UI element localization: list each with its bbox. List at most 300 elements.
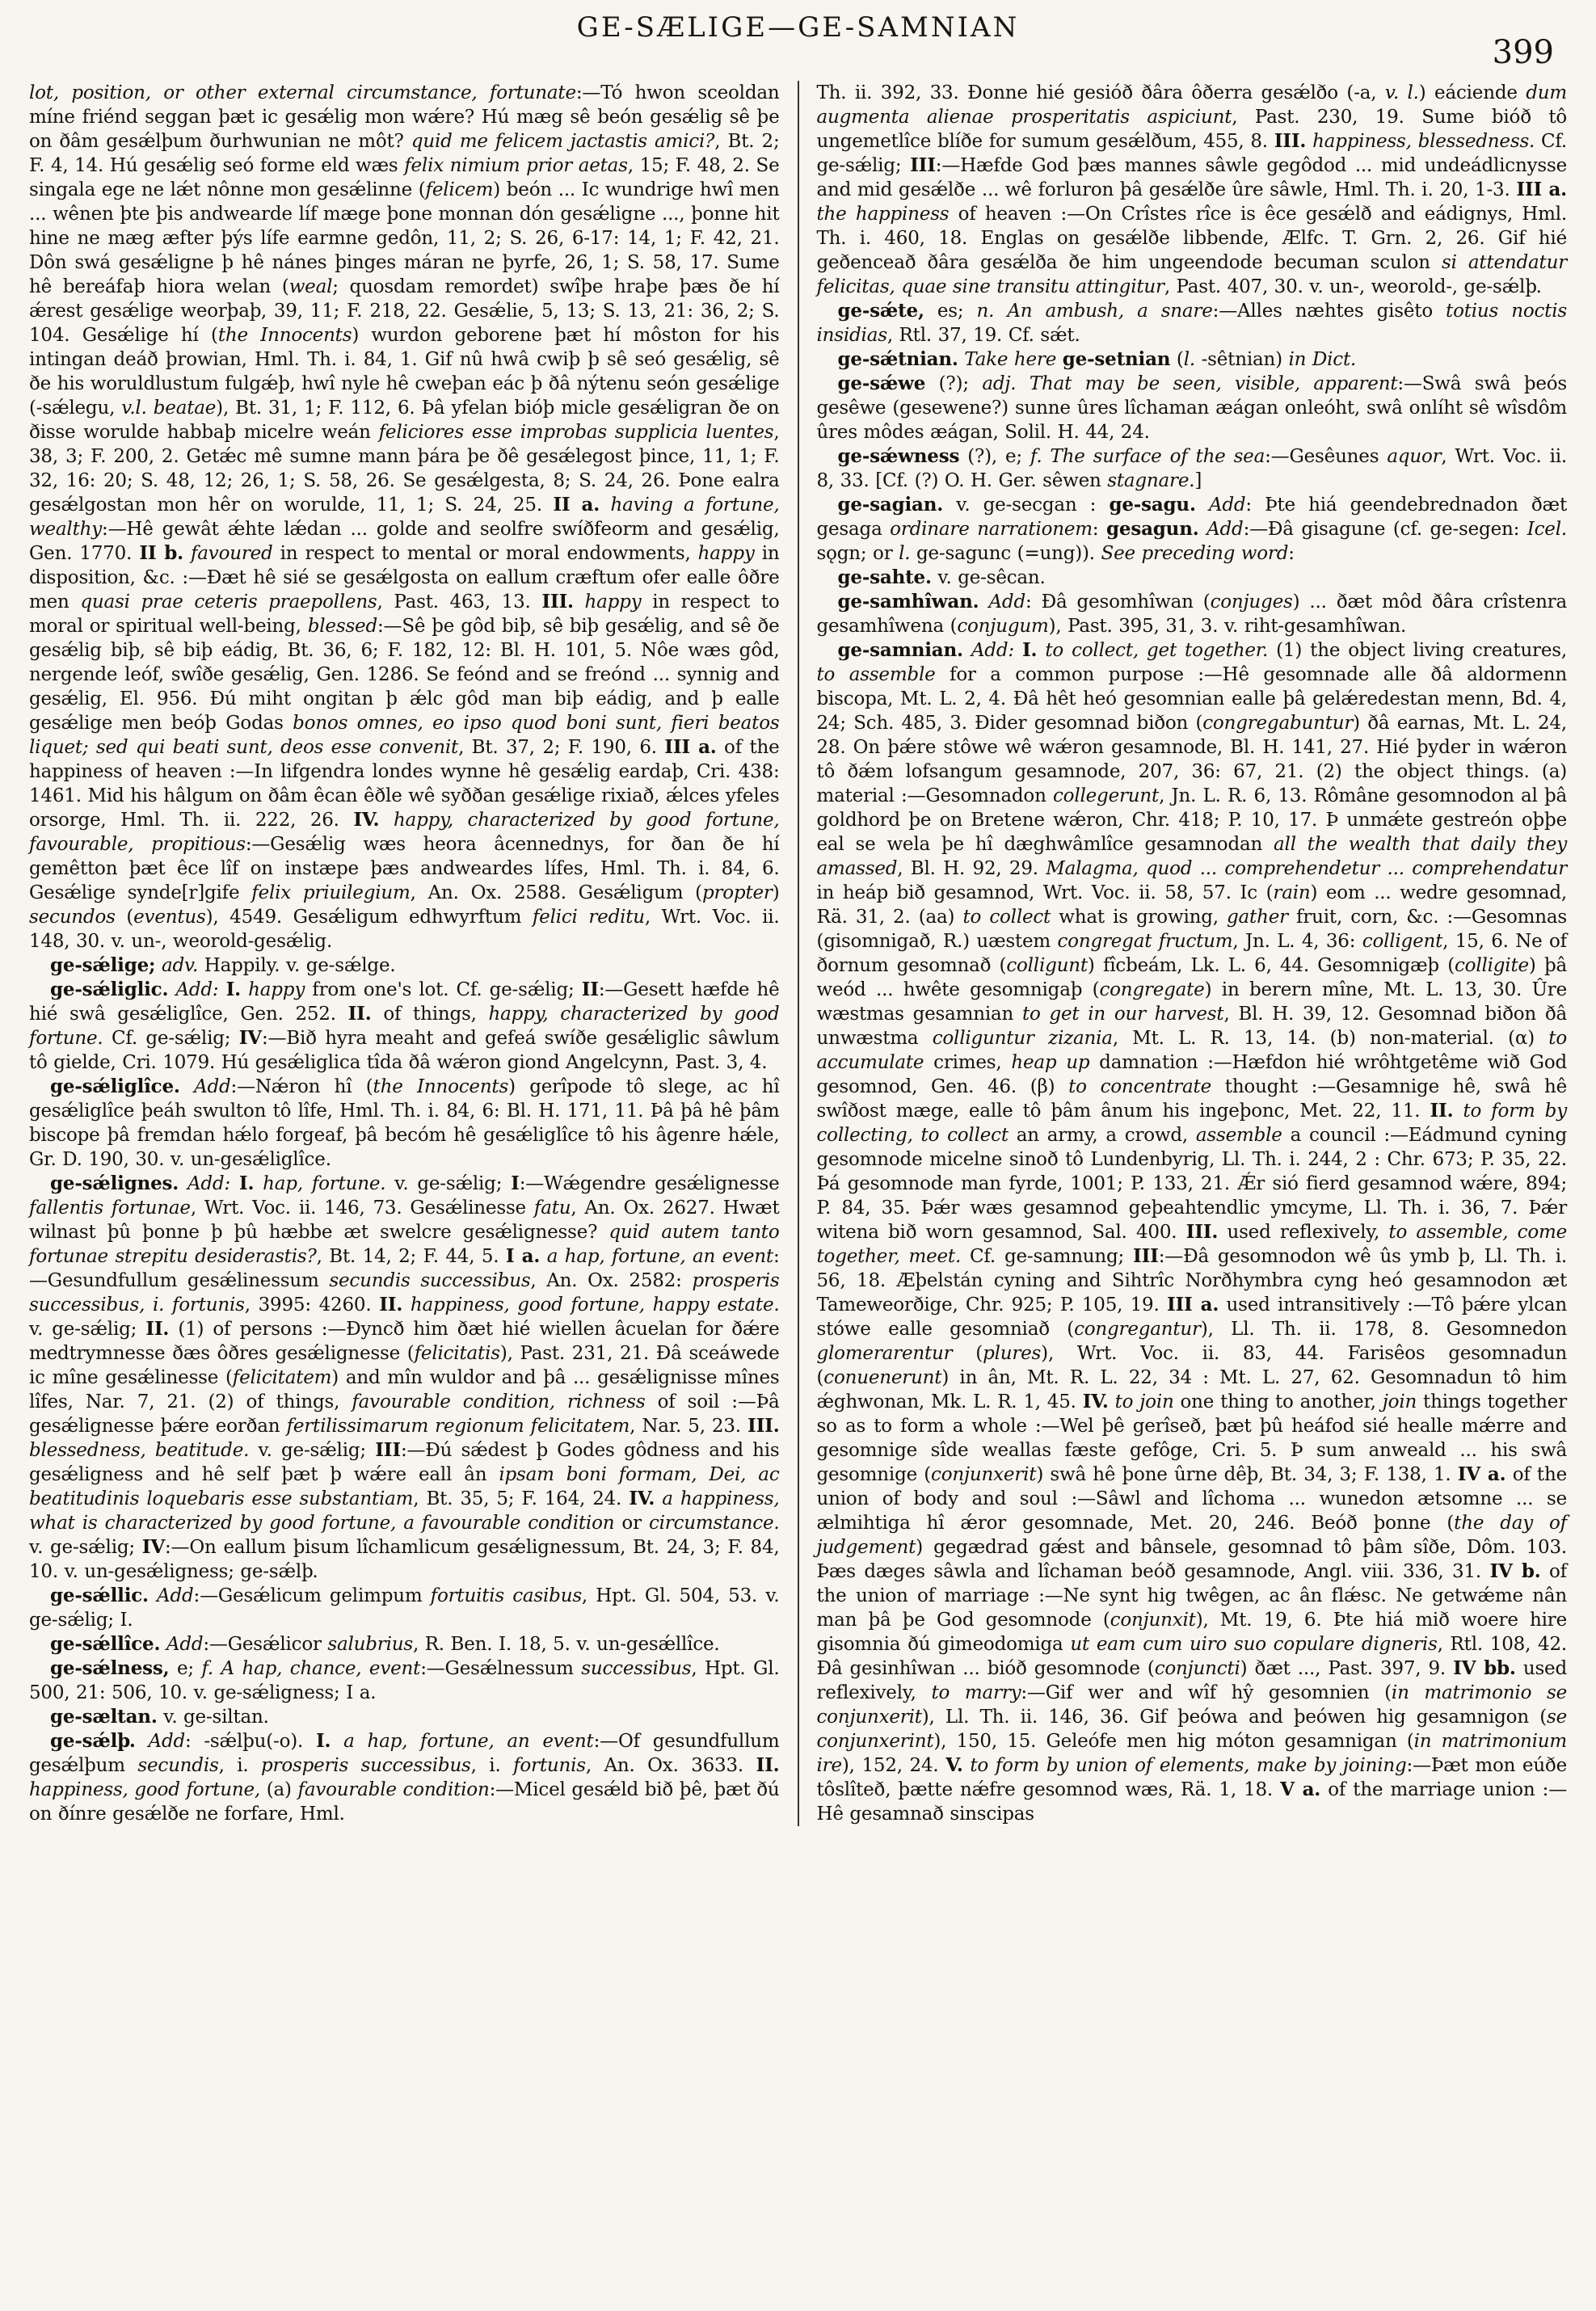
entry-text: fruit, corn, &c. :—Gesomnas (gisomnigað, R.) uæstem — [816, 907, 1567, 952]
sense-label: IV a. — [1457, 1463, 1506, 1485]
italic-text: a hap, fortune, an event — [331, 1731, 594, 1752]
entry-text: , An. Ox. 2588. Gesǽligum ( — [410, 882, 702, 903]
dictionary-entry — [817, 444, 1568, 493]
entry-text: used reflexively, — [816, 1658, 1567, 1703]
entry-text: Happily. v. ge-sǽlge. — [198, 955, 396, 976]
sense-label: III — [1133, 1245, 1159, 1267]
entry-text: :—Ðâ gesomnodon wê ûs ymb þ, Ll. Th. i. 56, 18. Æþelstán cyning and Sihtrîc Norðhymbra cyng heó gesamnodon æt Tameweorðige, Chr. 925; P. 105, 19. — [816, 1246, 1567, 1315]
entry-text: in heáp bið gesamnod, Wrt. Voc. ii. 58, 57. Ic ( — [816, 882, 1274, 903]
italic-text: feliciores esse improbas supplicia luentes — [378, 422, 774, 443]
entry-text: ) and mîn wuldor and þâ ... gesǽlignisse mînes lîfes, Nar. 7, 21. (2) of things, — [29, 1367, 780, 1412]
entry-text: es; — [924, 301, 977, 322]
entry-text: damnation :—Hæfdon hié wrôhtgetême wið God gesomnod, Gen. 46. (β) — [816, 1052, 1567, 1097]
entry-text: , i. — [470, 1755, 514, 1776]
entry-text: :—Þæt mon eúðe tôslîteð, þætte nǽfre gesomnod wæs, Rä. 1, 18. — [816, 1755, 1567, 1800]
italic-text: to collect — [962, 907, 1051, 928]
entry-headword: ge-sǽlige; — [50, 954, 156, 976]
italic-text: si attendatur felicitas, quae sine transitu attingitur — [816, 252, 1567, 297]
entry-text: :—Ðú sǽdest þ Godes gôdness and his gesǽligness and hê self þæt þ wǽre eall ân — [29, 1440, 780, 1485]
entry-text: , Wrt. Voc. ii. 148, 30. v. un-, weorold-gesǽlig. — [29, 907, 780, 952]
italic-text: Take here — [958, 349, 1063, 370]
italic-text: congregate — [1099, 979, 1205, 1000]
page-header — [0, 0, 1596, 78]
dictionary-entry — [817, 566, 1568, 590]
entry-text: of the happiness of heaven :—In lifgendra londes wynne hê gesǽlig eardaþ, Cri. 438: 1461. Mid his hâlgum on ðâm êcan êðle wê syððan gesǽlige rixiað, ǽlces yfeles orsorge, Hml. Th. ii. 222, 26. — [29, 737, 780, 831]
italic-text: felicitatis — [414, 1343, 500, 1364]
entry-text: from one's lot. Cf. ge-sǽlig; — [305, 979, 582, 1000]
entry-text: ), Wrt. Voc. ii. 83, 44. Farisêos gesomnadun ( — [816, 1343, 1567, 1388]
italic-text: heap up — [1011, 1052, 1090, 1073]
italic-text: conjunxit — [1110, 1610, 1196, 1631]
entry-text: ) ðæt ..., Past. 397, 9. — [1240, 1658, 1454, 1679]
entry-text: ) wurdon geborene þæt hí môston for his intingan deáð þrowian, Hml. Th. i. 84, 1. Gif nû hwâ cwiþ þ sê seó gesǽlig, sê ðe his woruldlustum fulgǽþ, hwî nyle hê cweþan eác þ ðâ nýtenu seón gesǽlige (-sǽlegu, — [29, 325, 780, 419]
dictionary-entry — [29, 1075, 780, 1172]
italic-text: felicitatem — [232, 1367, 332, 1388]
sense-label: III. — [541, 591, 574, 612]
entry-text: Cf. ge-sǽlig; — [103, 1028, 239, 1049]
sense-label: III a. — [1516, 179, 1567, 200]
entry-text: in disposition, &c. :—Ðæt hê sié se gesǽlgosta on eallum cræftum ofer ealle ôðre men — [29, 543, 780, 612]
entry-text: , Hpt. Gl. 504, 53. v. ge-sǽlig; I. — [29, 1585, 780, 1631]
entry-text: :—Gesǽlicum gelimpum — [193, 1585, 431, 1606]
italic-text: to form by collecting, to collect — [816, 1101, 1567, 1146]
italic-text: totius noctis insidias — [816, 301, 1567, 346]
entry-text: :—Nǽron hî ( — [230, 1076, 373, 1097]
entry-text: one thing to another, — [1173, 1391, 1383, 1412]
entry-text: Cf. ge-samnung; — [961, 1246, 1134, 1267]
italic-text: to form by union of elements, make by joining — [962, 1755, 1407, 1776]
entry-headword: ge-sǽwness — [837, 445, 960, 467]
entry-text: ( — [952, 1343, 983, 1364]
italic-text: conjugum — [957, 616, 1049, 637]
sense-label: II. — [756, 1754, 780, 1776]
entry-text: , An. Ox. 2627. Hwæt wilnast þû þonne þ þû hæbbe æt swelcre gesǽlignesse? — [29, 1198, 780, 1243]
entry-headword: ge-sæltan. — [50, 1706, 158, 1728]
entry-text: ), 150, 15. Geleófe men hig móton gesamnigan ( — [933, 1731, 1414, 1752]
entry-text: (a) — [260, 1779, 298, 1800]
dictionary-entry — [29, 1705, 780, 1729]
entry-text: ( — [115, 907, 134, 928]
entry-text: of the marriage union :—Hê gesamnað sinscipas — [816, 1779, 1567, 1825]
italic-text: felix priuilegium — [251, 882, 411, 903]
italic-text: ut eam cum uiro suo copulare digneris — [1070, 1634, 1438, 1655]
entry-text: :—Sê þe gôd biþ, sê biþ gesǽlig, and sê ðe gesǽlig biþ, sê biþ eádig, Bt. 36, 6; F. 182, 12: Bl. H. 101, 5. Nôe wæs gôd, nergende leóf, swîðe gesǽlig, Gen. 1286. Se feónd and se freónd ... synnig and gesǽlig, El. 956. Ðú miht ongitan þ ǽlc gôd man biþ eádig, and þ ealle gesǽlige men beóþ Godas — [29, 616, 780, 734]
italic-text: Add — [160, 1634, 204, 1655]
entry-text: :—Alles næhtes gisêto — [1212, 301, 1447, 322]
entry-text: (?); — [925, 373, 983, 394]
italic-text: secundos — [29, 907, 116, 928]
italic-text: a hap, fortune, an event — [540, 1246, 773, 1267]
entry-text: ) fîcbeám, Lk. L. 6, 44. Gesomnigæþ ( — [1087, 955, 1455, 976]
italic-text: in Dict. — [1288, 349, 1357, 370]
entry-text: , An. Ox. 3633. — [585, 1755, 756, 1776]
entry-text: , Rtl. 108, 42. Ðâ gesinhîwan ... bióð gesomnode ( — [816, 1634, 1568, 1679]
italic-text: favoured — [183, 543, 273, 564]
italic-text: conjunxerit — [931, 1464, 1037, 1485]
italic-text: conuenerunt — [823, 1367, 942, 1388]
italic-text: propter — [701, 882, 773, 903]
entry-text: things together so as to form a whole :—Wel þê gerîseð, þæt þû heáfod sié healle mǽrre and gesomnige sîde weallas fæste gefôge, Cri. 5. Þ sum anweald ... his swâ gesomnige ( — [816, 1391, 1567, 1485]
entry-text: ), Past. 395, 31, 3. v. riht-gesamhîwan. — [1048, 616, 1407, 637]
italic-text: a happiness, what is characterized by good fortune, a favourable condition — [29, 1488, 780, 1534]
left-column — [29, 81, 780, 1826]
entry-text: , 38, 3; F. 200, 2. Getǽc mê sumne mann þára þe ðê gesǽlegost þince, 11, 1; F. 32, 16: 20; S. 48, 12; 26, 1; S. 58, 26. Se gesǽlgesta, 8; S. 24, 26. Þone ealra gesǽlgostan mon hêr on worulde, 11, 1; S. 24, 25. — [29, 422, 780, 516]
entry-text: (?), e; — [959, 446, 1030, 467]
italic-text: fortunis — [513, 1755, 586, 1776]
italic-text: fertilissimarum regionum felicitatem — [286, 1416, 630, 1437]
italic-text: the Innocents — [373, 1076, 509, 1097]
italic-text: favourable condition — [297, 1779, 490, 1800]
entry-text: ge-sagunc (=ung)). — [910, 543, 1101, 564]
entry-text: used reflexively, — [1218, 1222, 1389, 1243]
entry-headword: ge-sǽtnian. — [837, 348, 958, 370]
entry-text: (1) of persons :—Ðyncð him ðæt hié wiellen âcuelan for ðǽre medtrymnesse ðæs ôðres gesǽlignesse ( — [29, 1319, 780, 1364]
italic-text: the day of judgement — [816, 1513, 1567, 1558]
entry-text: of things, — [371, 1004, 489, 1025]
entry-text: :—Bið hyra meaht and gefeá swíðe gesǽliglic sâwlum tô gielde, Cri. 1079. Hú gesǽliglica tîda ðâ wǽron giond Angelcynn, Past. 3, 4. — [29, 1028, 780, 1073]
entry-text: :—Tó hwon sceoldan míne friénd seggan þæt ic gesǽlig mon wǽre? Hú mæg sê beón gesǽlig sê þe on ðâm gesǽlþum ðurhwunian ne môt? — [29, 82, 780, 152]
sense-label: IV b. — [1489, 1560, 1541, 1582]
italic-text: having a fortune, wealthy — [29, 495, 780, 540]
entry-text: ; quosdam remordet) swîþe hraþe þæs ðe hí ǽrest gesǽlige weorþaþ, 39, 11; F. 218, 22. Gesǽlie, 5, 13; S. 13, 21: 36, 2; S. 104. Gesǽlige hí ( — [29, 276, 780, 346]
sense-label: II a. — [553, 494, 600, 516]
entry-text: an army, a crowd, — [1008, 1125, 1196, 1146]
italic-text: felicem — [425, 179, 494, 200]
italic-text: colliguntur zizania — [932, 1028, 1113, 1049]
entry-text: crimes, — [924, 1052, 1012, 1073]
italic-text: to marry — [931, 1682, 1021, 1703]
entry-text: v. ge-siltan. — [157, 1707, 269, 1728]
italic-text: aquor — [1387, 446, 1442, 467]
entry-text: : Ðâ gesomhîwan ( — [1025, 591, 1211, 612]
entry-text: , R. Ben. I. 18, 5. v. un-gesǽllîce. — [412, 1634, 720, 1655]
italic-text: happy — [573, 591, 642, 612]
entry-text: , 15; F. 48, 2. Se singala ege ne lǽt nônne mon gesǽlinne ( — [29, 155, 780, 200]
sense-label: I — [511, 1172, 520, 1194]
entry-text: of soil :—Þâ gesǽlignesse þǽre eorðan — [29, 1391, 780, 1437]
italic-text: the happiness — [816, 204, 950, 225]
italic-text: happy, characterized by good fortune, favourable, propitious — [29, 810, 780, 855]
sense-label: III. — [1274, 130, 1307, 152]
page-number: 399 — [1492, 34, 1554, 71]
entry-text: v. ge-sǽlig; — [249, 1440, 376, 1461]
sense-label: III — [910, 154, 936, 176]
italic-text: happiness, blessedness. — [1306, 131, 1535, 152]
italic-text: glomerarentur — [816, 1343, 953, 1364]
entry-text: , Wrt. Voc. ii. 146, 73. Gesǽlinesse — [190, 1198, 534, 1219]
entry-text: :—Gesǽlig wæs heora âcennednys, for ðan ðe hí gemêtton þæt êce lîf on instæpe þæs andweardes lífes, Hml. Th. i. 84, 6. Gesǽlige synde[r]gife — [29, 834, 780, 903]
right-column — [817, 81, 1568, 1826]
entry-text: ) swâ hê þone ûrne dêþ, Bt. 34, 3; F. 138, 1. — [1036, 1464, 1458, 1485]
entry-text: ) ... ðæt môd ðâra crîstenra gesamhîwena ( — [816, 591, 1567, 637]
sense-label: V a. — [1280, 1779, 1321, 1800]
sense-label: III. — [1185, 1221, 1219, 1243]
entry-text: , Bt. 37, 2; F. 190, 6. — [458, 737, 665, 758]
entry-text: v. ge-sǽlig; — [29, 1537, 142, 1558]
italic-text: join — [1382, 1391, 1417, 1412]
entry-text: what is growing, — [1051, 907, 1227, 928]
entry-text: , Bl. H. 39, 12. Gesomnad biðon ðâ unwæstma — [816, 1004, 1567, 1049]
dictionary-entry — [29, 1584, 780, 1632]
italic-text: quid me felicem jactastis amici? — [411, 131, 715, 152]
italic-text: secundis successibus — [329, 1270, 531, 1291]
italic-text: See preceding word — [1101, 543, 1289, 564]
sense-label: IV bb. — [1453, 1657, 1516, 1679]
entry-continuation — [29, 81, 780, 953]
sense-label: IV. — [353, 809, 380, 831]
italic-text: in matrimonium ire — [816, 1731, 1567, 1776]
italic-text: to assemble — [816, 664, 936, 685]
entry-continuation — [817, 81, 1568, 299]
italic-text: l. — [1183, 349, 1195, 370]
italic-text: felix nimium prior aetas — [404, 155, 628, 176]
entry-text: ) þâ weód ... hwête gesomnigaþ ( — [816, 955, 1568, 1000]
italic-text: in matrimonio se conjunxerit — [816, 1682, 1567, 1728]
entry-text: for a common purpose :—Hê gesomnade alle ðâ aldormenn biscopa, Mt. L. 2, 4. Ðâ hêt heó gesomnian ealle þâ gelǽredestan menn, Bd. 4, 24; Sch. 485, 3. Ðider gesomnad biðon ( — [816, 664, 1567, 734]
entry-text: ), 152, 24. — [841, 1755, 946, 1776]
entry-text: :—Hæfde God þæs mannes sâwle gegôdod ... mid undeádlicnysse and mid gesǽlðe ... wê forluron þâ gesǽlðe ûre sâwle, Hml. Th. i. 20, 1-3. — [816, 155, 1567, 200]
italic-text: to collect, get together. — [1037, 640, 1269, 661]
entry-headword: ge-sǽllic. — [50, 1585, 149, 1606]
italic-text: ipsam boni formam, Dei, ac beatitudinis loquebaris esse substantiam — [29, 1464, 780, 1509]
entry-text: :—Gesǽlicor — [203, 1634, 328, 1655]
sense-label: gesagun. — [1106, 518, 1199, 540]
entry-text: , Hpt. Gl. 500, 21: 506, 10. v. ge-sǽligness; I a. — [29, 1658, 780, 1703]
italic-text: Malagma, quod ... comprehendetur ... comprehendatur — [1046, 858, 1568, 879]
italic-text: gather — [1227, 907, 1288, 928]
page-title: GE-SÆLIGE—GE-SAMNIAN — [576, 11, 1020, 44]
entry-text: ) eom ... wedre gesomnad, Rä. 31, 2. (aa) — [816, 882, 1567, 928]
dictionary-entry — [817, 372, 1568, 444]
sense-label: III a. — [1166, 1294, 1219, 1315]
italic-text: Icel. — [1527, 519, 1567, 540]
italic-text: v.l. beatae — [121, 398, 217, 419]
entry-text: of the union of marriage :—Ne synt hig twêgen, ac ân flǽsc. Ne getwǽme nân man þâ þe God gesomnode ( — [816, 1561, 1567, 1631]
sense-label: IV — [238, 1027, 262, 1049]
sense-label: IV. — [629, 1488, 655, 1509]
italic-text: Add — [1195, 495, 1246, 516]
entry-text: .] — [1189, 470, 1202, 491]
entry-text: , Nar. 5, 23. — [630, 1416, 748, 1437]
entry-text: ) eáciende — [1418, 82, 1527, 103]
sense-label: I. — [315, 1730, 331, 1752]
italic-text: conjuges — [1210, 591, 1293, 612]
entry-text: , Rtl. 37, 19. Cf. sǽt. — [886, 325, 1080, 346]
entry-text: , 3995: 4260. — [244, 1294, 380, 1315]
italic-text: Add — [148, 1585, 194, 1606]
sense-label: I a. — [505, 1245, 541, 1267]
entry-text: of the union of body and soul :—Sâwl and lîchoma ... wunedon ætsomne ... se ælmihtiga hî ǽror gesomnade, Met. 20, 246. Beóð þonne ( — [816, 1464, 1567, 1534]
entry-text: v. ge-sǽlig; — [385, 1173, 512, 1194]
entry-headword: ge-sǽliglîce. — [50, 1076, 180, 1097]
entry-text: , Mt. L. R. 13, 14. (b) non-material. (α) — [1112, 1028, 1549, 1049]
italic-text: colligite — [1454, 955, 1529, 976]
italic-text: all the wealth that daily they amassed — [816, 834, 1567, 879]
entry-headword: ge-sǽwe — [837, 373, 926, 394]
entry-text: :—Wǽgendre gesǽlignesse — [519, 1173, 780, 1194]
sense-label: III a. — [664, 736, 717, 758]
entry-text: e; — [169, 1658, 202, 1679]
entry-text: Cf. ge-sǽlig; — [816, 131, 1567, 176]
italic-text: n. An ambush, a snare — [976, 301, 1213, 322]
italic-text: Add: — [179, 1173, 239, 1194]
entry-text: : — [1092, 519, 1107, 540]
dictionary-entry — [29, 1729, 780, 1826]
text-columns — [29, 81, 1567, 1826]
entry-text: : Þte hiá geendebrednadon ðæt gesaga — [816, 495, 1567, 540]
entry-text: Th. ii. 392, 33. Ðonne hié gesióð ðâra ôðerra gesǽlðo (-a, — [816, 82, 1385, 103]
italic-text: adv. — [155, 955, 199, 976]
entry-text: :—Of gesundfullum gesǽlþum — [29, 1731, 780, 1776]
italic-text: ordinare narrationem — [890, 519, 1093, 540]
dictionary-entry — [29, 1632, 780, 1656]
sense-label: I. — [225, 979, 241, 1000]
entry-text: v. ge-secgan : — [943, 495, 1110, 516]
dictionary-entry — [29, 1656, 780, 1705]
dictionary-entry — [817, 299, 1568, 347]
entry-text: ) in ân, Mt. R. L. 22, 34 : Mt. L. 27, 62. Gesomnadun tô him ǽghwonan, Mk. L. R. 1, 45. — [816, 1367, 1567, 1412]
entry-text: ) — [772, 882, 780, 903]
italic-text: fatu — [533, 1198, 571, 1219]
sense-label: II. — [145, 1318, 170, 1340]
entry-headword: ge-sǽlignes. — [50, 1172, 179, 1194]
sense-label: ge-sagu. — [1109, 494, 1196, 516]
italic-text: congregat fructum — [1057, 931, 1233, 952]
italic-text: favourable condition, richness — [352, 1391, 646, 1412]
entry-text: -sêtnian) — [1194, 349, 1289, 370]
entry-text: ), Past. 231, 21. Ðâ sceáwede ic mîne gesǽlinesse ( — [29, 1343, 780, 1388]
entry-text: ) gegædrad gǽst and bânsele, gesomnad tô þâm sîðe, Dôm. 103. Þæs dæges sâwla and lîchaman beóð gesamnode, Angl. viii. 336, 31. — [816, 1537, 1567, 1582]
italic-text: fortuitis casibus — [430, 1585, 582, 1606]
entry-text: , Bl. H. 92, 29. — [897, 858, 1046, 879]
italic-text: f. A hap, chance, event — [201, 1658, 421, 1679]
italic-text: successibus — [581, 1658, 692, 1679]
entry-text: , Jn. L. R. 6, 13. Rômâne gesomnodon al þâ goldhord þe on Bretene wǽron, Chr. 418; P. 10, 17. Þ unmǽte gestreón oþþe eal se wela þe hî dæghwâmlîce gesamnodan — [816, 785, 1567, 855]
italic-text: collegerunt — [1053, 785, 1160, 806]
entry-text: :—Gesǽlnessum — [420, 1658, 582, 1679]
entry-text: , Bt. 35, 5; F. 164, 24. — [413, 1488, 630, 1509]
italic-text: Add: — [168, 979, 226, 1000]
italic-text: quasi prae ceteris praepollens — [80, 591, 377, 612]
italic-text: assemble — [1195, 1125, 1282, 1146]
italic-text: Add — [1198, 519, 1244, 540]
entry-text: used intransitively :—Tô þǽre ylcan stówe ealle gesomniað ( — [816, 1294, 1567, 1340]
italic-text: fallentis fortunae — [29, 1198, 191, 1219]
entry-headword: ge-sǽlness, — [50, 1657, 170, 1679]
entry-text: ) in berern mîne, Mt. L. 13, 30. Ûre wæstmas gesamnian — [816, 979, 1567, 1025]
entry-text: :—Gif wer and wîf hŷ gesomnien ( — [1021, 1682, 1392, 1703]
italic-text: weal — [288, 276, 333, 297]
entry-text: :—Gesêunes — [1265, 446, 1388, 467]
italic-text: to assemble, come together, meet. — [816, 1222, 1567, 1267]
italic-text: stagnare — [1107, 470, 1190, 491]
sense-label: II. — [347, 1003, 372, 1025]
italic-text: adj. That may be seen, visible, apparent — [982, 373, 1398, 394]
entry-headword: ge-sǽte, — [837, 300, 924, 322]
italic-text: to accumulate — [816, 1028, 1567, 1073]
sense-label: II — [581, 979, 599, 1000]
entry-text: :—Gesundfullum gesǽlinessum — [29, 1246, 780, 1291]
italic-text: circumstance. — [648, 1513, 780, 1534]
entry-text: (1) the object living creatures, — [1268, 640, 1567, 661]
dictionary-entry — [29, 978, 780, 1075]
italic-text: happiness, good fortune, — [29, 1779, 260, 1800]
italic-text: dum augmenta alienae prosperitatis aspiciunt — [816, 82, 1567, 128]
entry-text: ), Ll. Th. ii. 146, 36. Gif þeówa and þeówen hig gesamnigon ( — [921, 1707, 1547, 1728]
sense-label: III. — [747, 1415, 780, 1437]
entry-text: , Jn. L. 4, 36: — [1232, 931, 1362, 952]
entry-text: v. ge-sǽlig; — [29, 1319, 146, 1340]
italic-text: the Innocents — [217, 325, 352, 346]
italic-text: l. — [899, 543, 911, 564]
dictionary-entry — [29, 953, 780, 978]
entry-text: , An. Ox. 2582: — [530, 1270, 693, 1291]
entry-text: : — [1288, 543, 1295, 564]
entry-text: ), Mt. 19, 6. Þte hiá mið woere hire gisomnia ðú gimeodomiga — [816, 1610, 1567, 1655]
italic-text: hap, fortune. — [254, 1173, 386, 1194]
italic-text: blessedness, beatitude. — [29, 1440, 250, 1461]
italic-text: congregabuntur — [1202, 713, 1354, 734]
italic-text: plures — [983, 1343, 1042, 1364]
italic-text: Add — [135, 1731, 185, 1752]
column-divider-rule — [798, 81, 799, 1826]
entry-text: in respect to mental or moral endowments, — [272, 543, 698, 564]
entry-text: :—Micel gesǽld bið þê, þæt ðú on ðínre gesǽlðe ne forfare, Hml. — [29, 1779, 780, 1825]
entry-text: : -sǽlþu(-o). — [185, 1731, 316, 1752]
entry-headword: ge-samnian. — [837, 639, 963, 661]
entry-text: ) gerîpode tô slege, ac hî gesǽliglîce þeáh swulton tô lîfe, Hml. Th. i. 84, 6: Bl. H. 171, 11. Þâ þâ hê þâm biscope þâ fremdan hǽlo forgeaf, þâ becóm hê gesǽliglîce tô his âgenre hǽle, Gr. D. 190, 30. v. un-gesǽliglîce. — [29, 1076, 780, 1170]
italic-text: happy — [240, 979, 305, 1000]
italic-text: bonos omnes, eo ipso quod boni sunt, fieri beatos liquet; sed qui beati sunt, deos esse convenit — [29, 713, 780, 758]
dictionary-entry — [817, 493, 1568, 566]
entry-text: :—Hê gewât ǽhte lǽdan ... golde and seolfre swíðfeorm and gesǽlig, Gen. 1770. — [29, 519, 780, 564]
entry-text: , i. — [218, 1755, 261, 1776]
italic-text: happy — [697, 543, 755, 564]
entry-headword: ge-sagian. — [837, 494, 944, 516]
italic-text: happiness, good fortune, happy estate. — [402, 1294, 780, 1315]
sense-label: II. — [1430, 1100, 1454, 1122]
dictionary-entry — [817, 590, 1568, 638]
italic-text: to join — [1108, 1391, 1174, 1412]
entry-text: , Wrt. Voc. ii. 8, 33. [Cf. (?) O. H. Ger. sêwen — [816, 446, 1567, 491]
sense-label: IV. — [1082, 1391, 1109, 1412]
sense-label: IV — [141, 1536, 165, 1558]
italic-text: Add — [979, 591, 1025, 612]
entry-text: ), 4549. Gesǽligum edhwyrftum — [205, 907, 533, 928]
italic-text: Add: — [962, 640, 1022, 661]
italic-text: colligent — [1362, 931, 1443, 952]
entry-text: , Past. 407, 30. v. un-, weorold-, ge-sǽlþ. — [1164, 276, 1542, 297]
entry-text: :—Gesett hæfde hê hié swâ gesǽliglîce, Gen. 252. — [29, 979, 780, 1025]
entry-text: ( — [1170, 349, 1184, 370]
entry-text: of heaven :—On Crîstes rîce is êce gesǽlð and eádignys, Hml. Th. i. 460, 18. Englas on gesǽlðe libbende, Ælfc. T. Grn. 2, 26. Gif hié geðenceað ðâra gesǽlða ðe him ungeendode becuman sculon — [816, 204, 1567, 273]
entry-text: in respect to moral or spiritual well-being, — [29, 591, 780, 637]
entry-text: , Past. 230, 19. Sume bióð tô ungemetlîce blíðe for sumum gesǽlðum, 455, 8. — [816, 107, 1568, 152]
entry-text: v. ge-sêcan. — [931, 567, 1046, 588]
italic-text: Add — [179, 1076, 231, 1097]
entry-text: , Bt. 2; F. 4, 14. Hú gesǽlig seó forme eld wæs — [29, 131, 780, 176]
italic-text: felici reditu — [532, 907, 645, 928]
entry-text: or — [614, 1513, 649, 1534]
entry-text: a council :—Eádmund cyning gesomnode micelne sinoð tô Lundenbyrig, Ll. Th. i. 244, 2 : Chr. 673; P. 35, 22. Þá gesomnode man fyrde, 1001; P. 133, 21. Ǽr sió fierd gesamnod wǽre, 894; P. 84, 35. Þǽr wæs gesamnod geþeahtendlic ymcyme, Ll. Th. i. 36, 7. Þǽr witena bið worn gesamnod, Sal. 400. — [816, 1125, 1567, 1243]
sense-label: V. — [945, 1754, 963, 1776]
entry-text: , 15, 6. Ne of ðornum gesomnað ( — [816, 931, 1567, 976]
italic-text: rain — [1273, 882, 1311, 903]
entry-text: ), Ll. Th. ii. 178, 8. Gesomnedon — [1200, 1319, 1568, 1340]
entry-headword: ge-sǽliglic. — [50, 979, 169, 1000]
entry-text: :—On eallum þisum lîchamlicum gesǽlignessum, Bt. 24, 3; F. 84, 10. v. un-gesǽligness; ge-sǽlþ. — [29, 1537, 780, 1582]
dictionary-entry — [817, 638, 1568, 1826]
